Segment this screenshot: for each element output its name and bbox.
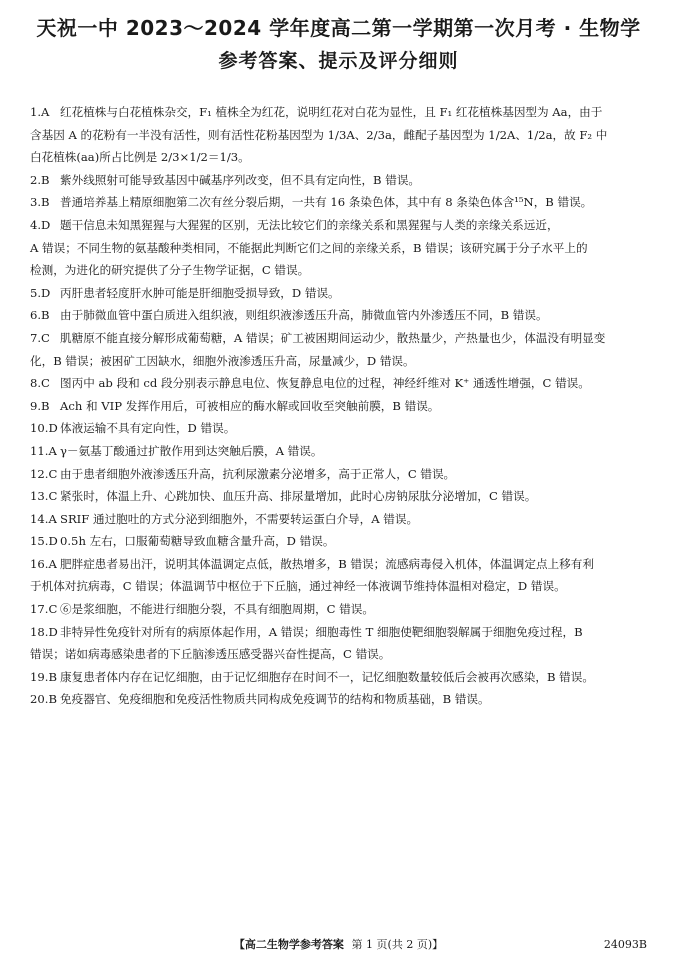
answer-item bbox=[30, 485, 652, 508]
answer-item bbox=[30, 530, 652, 553]
answer-text: ⑥是浆细胞，不能进行细胞分裂，不具有细胞周期，C 错误。 bbox=[60, 602, 374, 617]
answer-line bbox=[30, 304, 652, 327]
answer-text: 由于患者细胞外液渗透压升高，抗利尿激素分泌增多，高于正常人，C 错误。 bbox=[60, 466, 456, 481]
answer-number: 9.B bbox=[30, 398, 50, 413]
answer-text: 紧张时，体温上升、心跳加快、血压升高、排尿量增加，此时心房钠尿肽分泌增加，C 错误。 bbox=[60, 489, 537, 504]
answer-line bbox=[30, 169, 652, 192]
answer-line bbox=[30, 350, 652, 373]
page-subtitle: 参考答案、提示及评分细则 bbox=[218, 50, 459, 72]
answer-item bbox=[30, 169, 652, 192]
answer-list bbox=[30, 101, 652, 711]
answer-line bbox=[30, 327, 652, 350]
page-title: 天祝一中 2023～2024 学年度高二第一学期第一次月考 · 生物学 bbox=[36, 16, 641, 40]
answer-number: 8.C bbox=[30, 376, 50, 391]
answer-text: 于机体对抗病毒，C 错误；体温调节中枢位于下丘脑，通过神经一体液调节维持体温相对稳定，D 错误。 bbox=[30, 579, 566, 594]
answer-number: 15.D bbox=[30, 534, 58, 549]
answer-text: 紫外线照射可能导致基因中碱基序列改变，但不具有定向性，B 错误。 bbox=[60, 172, 421, 187]
answer-number: 4.D bbox=[30, 217, 51, 232]
answer-item bbox=[30, 282, 652, 305]
answer-number: 6.B bbox=[30, 308, 50, 323]
answer-line bbox=[30, 530, 652, 553]
answer-number: 12.C bbox=[30, 466, 58, 481]
answer-item bbox=[30, 553, 652, 598]
answer-number: 19.B bbox=[30, 669, 57, 684]
footer-page-number: 第 1 页(共 2 页)】 bbox=[351, 938, 444, 951]
answer-number: 1.A bbox=[30, 105, 50, 119]
answer-text: 化，B 错误；被困矿工因缺水，细胞外液渗透压升高，尿量减少，D 错误。 bbox=[30, 353, 415, 368]
answer-line bbox=[30, 508, 652, 531]
answer-line bbox=[30, 553, 652, 576]
answer-item bbox=[30, 372, 652, 395]
answer-text: 康复患者体内存在记忆细胞，由于记忆细胞存在时间不一，记忆细胞数量较低后会被再次感染，B 错误。 bbox=[60, 669, 594, 684]
answer-text: 肥胖症患者易出汗，说明其体温调定点低，散热增多，B 错误；流感病毒侵入机体，体温调定点上移有利 bbox=[60, 556, 594, 571]
answer-text: 0.5h 左右，口服葡萄糖导致血糖含量升高，D 错误。 bbox=[60, 534, 335, 549]
answer-line bbox=[30, 575, 652, 598]
answer-item bbox=[30, 508, 652, 531]
answer-text: 题干信息未知黑猩猩与大猩猩的区别，无法比较它们的亲缘关系和黑猩猩与人类的亲缘关系远近， bbox=[60, 217, 559, 232]
answer-text: 含基因 A 的花粉有一半没有活性，则有活性花粉基因型为 1/3A、2/3a，雌配子基因型为 1/2A、1/2a，故 F₂ 中 bbox=[30, 127, 608, 142]
answer-number: 16.A bbox=[30, 556, 57, 571]
answer-line bbox=[30, 214, 652, 237]
answer-line bbox=[30, 372, 652, 395]
answer-line bbox=[30, 417, 652, 440]
answer-number: 17.C bbox=[30, 602, 58, 617]
answer-text: 检测，为进化的研究提供了分子生物学证据，C 错误。 bbox=[30, 263, 310, 278]
answer-number: 20.B bbox=[30, 692, 57, 707]
answer-number: 10.D bbox=[30, 421, 58, 436]
answer-text: 图丙中 ab 段和 cd 段分别表示静息电位、恢复静息电位的过程，神经纤维对 K⁺ 通透性增强，C 错误。 bbox=[60, 376, 590, 391]
answer-number: 3.B bbox=[30, 195, 50, 210]
answer-line bbox=[30, 191, 652, 214]
answer-item bbox=[30, 417, 652, 440]
answer-line bbox=[30, 101, 652, 124]
answer-line bbox=[30, 666, 652, 689]
answer-number: 2.B bbox=[30, 172, 50, 187]
answer-text: 丙肝患者轻度肝水肿可能是肝细胞受损导致，D 错误。 bbox=[60, 285, 340, 300]
answer-text: 红花植株与白花植株杂交，F₁ 植株全为红花，说明红花对白花为显性，且 F₁ 红花植株基因型为 Aa，由于 bbox=[60, 105, 603, 119]
answer-text: 白花植株(aa)所占比例是 2/3×1/2＝1/3。 bbox=[30, 150, 250, 165]
answer-item bbox=[30, 621, 652, 666]
answer-text: SRIF 通过胞吐的方式分泌到细胞外，不需要转运蛋白介导，A 错误。 bbox=[60, 511, 419, 526]
answer-item bbox=[30, 214, 652, 282]
page-footer bbox=[0, 935, 677, 955]
answer-number: 5.D bbox=[30, 285, 51, 300]
answer-text: 免疫器官、免疫细胞和免疫活性物质共同构成免疫调节的结构和物质基础，B 错误。 bbox=[60, 692, 490, 707]
answer-text: 错误；诺如病毒感染患者的下丘脑渗透压感受器兴奋性提高，C 错误。 bbox=[30, 647, 391, 662]
answer-line bbox=[30, 440, 652, 463]
footer-code: 24093B bbox=[603, 938, 647, 951]
answer-item bbox=[30, 191, 652, 214]
answer-text: 由于肺微血管中蛋白质进入组织液，则组织液渗透压升高，肺微血管内外渗透压不同，B 错误。 bbox=[60, 308, 548, 323]
answer-item bbox=[30, 395, 652, 418]
answer-line bbox=[30, 688, 652, 711]
answer-line bbox=[30, 485, 652, 508]
answer-line bbox=[30, 282, 652, 305]
answer-number: 7.C bbox=[30, 330, 50, 345]
answer-text: 普通培养基上精原细胞第二次有丝分裂后期，一共有 16 条染色体，其中有 8 条染色体含¹⁵N，B 错误。 bbox=[60, 195, 593, 210]
answer-line bbox=[30, 598, 652, 621]
answer-item bbox=[30, 463, 652, 486]
answer-line bbox=[30, 146, 652, 169]
answer-text: 非特异性免疫针对所有的病原体起作用，A 错误；细胞毒性 T 细胞使靶细胞裂解属于细胞免疫过程，B bbox=[60, 624, 583, 639]
answer-item bbox=[30, 327, 652, 372]
answer-item bbox=[30, 598, 652, 621]
answer-text: 肌糖原不能直接分解形成葡萄糖，A 错误；矿工被困期间运动少，散热量少，产热量也少，体温没有明显变 bbox=[60, 330, 606, 345]
answer-item bbox=[30, 688, 652, 711]
answer-line bbox=[30, 621, 652, 644]
answer-line bbox=[30, 395, 652, 418]
answer-number: 11.A bbox=[30, 443, 57, 458]
answer-item bbox=[30, 666, 652, 689]
answer-number: 14.A bbox=[30, 511, 57, 526]
answer-item bbox=[30, 304, 652, 327]
answer-text: 体液运输不具有定向性，D 错误。 bbox=[60, 421, 236, 436]
footer-center bbox=[0, 935, 677, 955]
answer-text: Ach 和 VIP 发挥作用后，可被相应的酶水解或回收至突触前膜，B 错误。 bbox=[60, 398, 440, 413]
answer-line bbox=[30, 124, 652, 147]
answer-line bbox=[30, 643, 652, 666]
answer-line bbox=[30, 237, 652, 260]
answer-text: γ－氨基丁酸通过扩散作用到达突触后膜，A 错误。 bbox=[60, 443, 323, 458]
answer-text: A 错误；不同生物的氨基酸种类相同，不能据此判断它们之间的亲缘关系，B 错误；该研究属于分子水平上的 bbox=[30, 240, 588, 255]
answer-item bbox=[30, 101, 652, 169]
footer-label: 【高二生物学参考答案 bbox=[233, 938, 344, 951]
answer-line bbox=[30, 259, 652, 282]
answer-item bbox=[30, 440, 652, 463]
answer-number: 13.C bbox=[30, 489, 58, 504]
answer-line bbox=[30, 463, 652, 486]
answer-number: 18.D bbox=[30, 624, 58, 639]
